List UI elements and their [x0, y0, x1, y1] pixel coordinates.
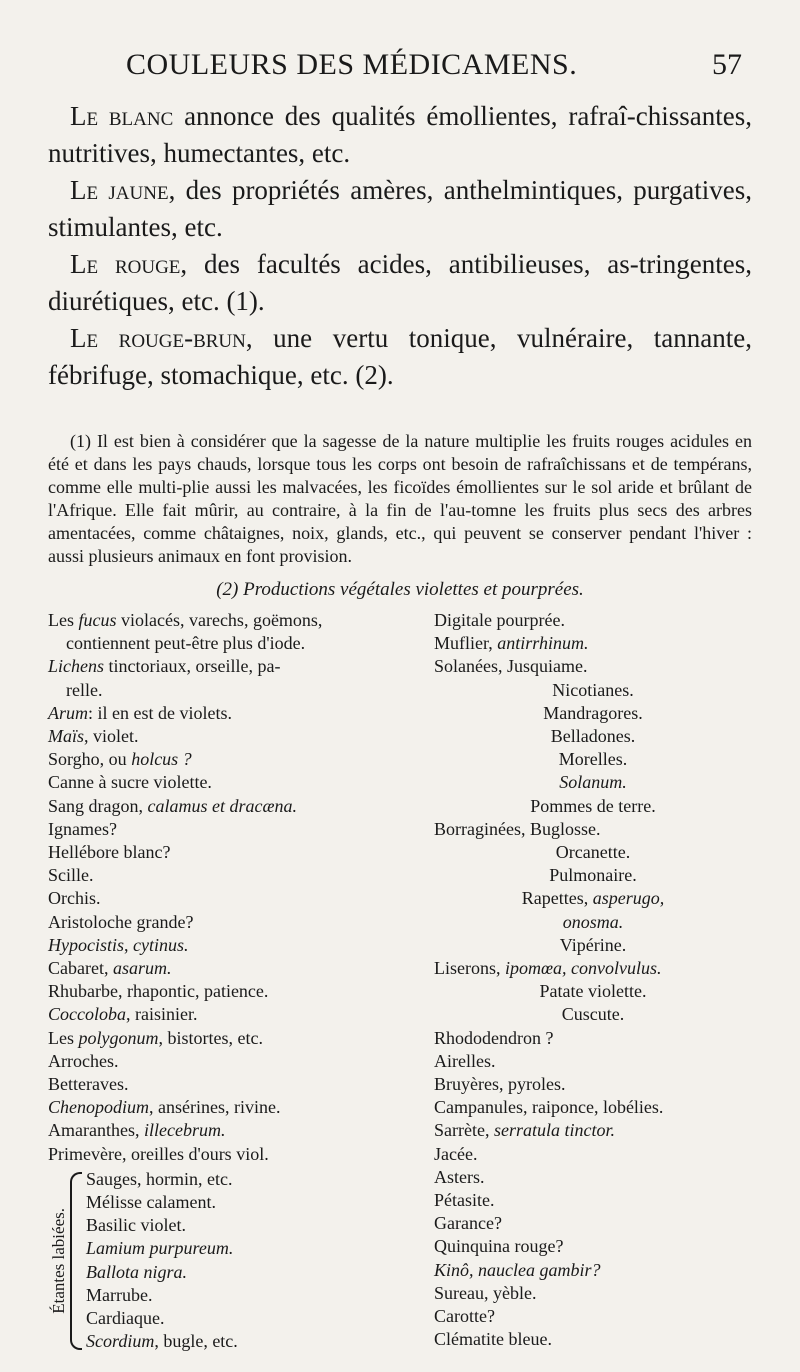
list-item: Rhubarbe, rhapontic, patience. [48, 981, 269, 1002]
list-item: Asters. [434, 1166, 485, 1187]
page-number: 57 [712, 48, 742, 81]
list-item: Liserons, ipomœa, convolvulus. [434, 958, 662, 979]
plant-list [48, 609, 752, 1354]
list-item: Ignames? [48, 818, 117, 839]
brace-icon [70, 1172, 82, 1350]
list-item: Arroches. [48, 1050, 119, 1071]
list-item: Muflier, antirrhinum. [434, 633, 589, 654]
list-item: Aristoloche grande? [48, 911, 194, 932]
list-item: Clématite bleue. [434, 1329, 552, 1350]
list-item: Solanum. [559, 772, 627, 793]
group-label: Étantes labiées. [49, 1207, 69, 1314]
list-item: Coccoloba, raisinier. [48, 1004, 198, 1025]
list-item: Scordium, bugle, etc. [86, 1331, 238, 1352]
list-item: Campanules, raiponce, lobélies. [434, 1097, 664, 1118]
list-item: Hypocistis, cytinus. [48, 934, 189, 955]
list-item: Chenopodium, ansérines, rivine. [48, 1097, 281, 1118]
list-item: Lamium purpureum. [86, 1238, 234, 1259]
paragraph-text: , des propriétés amères, anthelmintiques, purgatives, stimulantes, etc. [48, 175, 752, 242]
list-item: Belladones. [550, 726, 636, 747]
list-item: Basilic violet. [86, 1215, 186, 1236]
plant-list-left-column [48, 609, 428, 1354]
paragraph-text: annonce des qualités émollientes, rafraî-chissantes, nutritives, humectantes, etc. [48, 101, 752, 168]
plant-list-right-column [428, 609, 752, 1354]
list-item: Lichens tinctoriaux, orseille, pa- [48, 656, 281, 677]
page-header [48, 48, 752, 82]
list-item: Jacée. [434, 1143, 478, 1164]
list-item: Les polygonum, bistortes, etc. [48, 1027, 263, 1048]
list-item: Betteraves. [48, 1074, 129, 1095]
lead-term: Le blanc [70, 101, 174, 131]
paragraph-rouge-brun [48, 320, 752, 394]
list-item: Cardiaque. [86, 1308, 165, 1329]
list-item: onosma. [562, 911, 624, 932]
list-item: Pulmonaire. [549, 865, 637, 886]
lead-term: Le jaune [70, 175, 169, 205]
list-item: Cabaret, asarum. [48, 958, 172, 979]
list-item: Mélisse calament. [86, 1192, 216, 1213]
group-items [86, 1168, 420, 1354]
list-item: relle. [66, 679, 103, 700]
main-text [48, 98, 752, 394]
list-item: Hellébore blanc? [48, 842, 171, 863]
list-item: Orcanette. [555, 842, 631, 863]
list-item: Bruyères, pyroles. [434, 1074, 566, 1095]
paragraph-blanc [48, 98, 752, 172]
paragraph-rouge [48, 246, 752, 320]
list-item: Scille. [48, 865, 94, 886]
list-item: Orchis. [48, 888, 101, 909]
list-item: Ballota nigra. [86, 1261, 188, 1282]
list-item: Solanées, Jusquiame. [434, 656, 588, 677]
list-item: Sorgho, ou holcus ? [48, 749, 192, 770]
list-item: Sauges, hormin, etc. [86, 1168, 233, 1189]
list-item: Rapettes, asperugo, [521, 888, 665, 909]
list-item: Canne à sucre violette. [48, 772, 212, 793]
list-item: Sarrète, serratula tinctor. [434, 1120, 615, 1141]
list-item: Airelles. [434, 1050, 496, 1071]
lead-term: Le rouge [70, 249, 181, 279]
list-item: Arum: il en est de violets. [48, 702, 232, 723]
list-item: Rhododendron ? [434, 1027, 554, 1048]
list-item: Les fucus violacés, varechs, goëmons, [48, 610, 323, 630]
running-title: COULEURS DES MÉDICAMENS. [126, 48, 578, 81]
list-item: Marrube. [86, 1284, 153, 1305]
list-item: Patate violette. [539, 981, 647, 1002]
list-item: Garance? [434, 1213, 502, 1234]
list-item: Mandragores. [543, 702, 643, 723]
footnote-2-title: (2) Productions végétales violettes et pourprées. [216, 579, 584, 600]
footnotes [48, 430, 752, 1354]
list-item: Morelles. [558, 749, 628, 770]
list-item: Maïs, violet. [48, 726, 139, 747]
paragraph-text: , une vertu tonique, vulnéraire, tannante, fébrifuge, stomachique, etc. (2). [48, 323, 752, 390]
list-item: Borraginées, Buglosse. [434, 818, 601, 839]
list-item: contiennent peut-être plus d'iode. [66, 633, 306, 654]
list-item: Digitale pourprée. [434, 610, 565, 630]
lead-term: Le rouge-brun [70, 323, 246, 353]
footnote-1: (1) Il est bien à considérer que la sagesse de la nature multiplie les fruits rouges acidules en été et dans les pays chauds, lorsque tous les corps ont besoin de rafraîchissans et de tempérans, comme elle multi-plie aussi les malvacées, les ficoïdes émollientes sur le sol aride et brûlant de l'Afrique. Elle fait mûrir, au contraire, à la fin de l'au-tomne les fruits plus secs des arbres amentacées, comme châtaignes, noix, glands, etc., qui peuvent se conserver pendant l'hiver : aussi plusieurs animaux en font provision. [48, 431, 752, 566]
list-item: Kinô, nauclea gambir? [434, 1259, 601, 1280]
list-item: Sureau, yèble. [434, 1282, 537, 1303]
list-item: Vipérine. [559, 934, 627, 955]
paragraph-text: , des facultés acides, antibilieuses, as-tringentes, diurétiques, etc. (1). [48, 249, 752, 316]
list-item: Pétasite. [434, 1190, 495, 1211]
list-item: Quinquina rouge? [434, 1236, 564, 1257]
paragraph-jaune [48, 172, 752, 246]
list-item: Carotte? [434, 1306, 495, 1327]
list-item: Primevère, oreilles d'ours viol. [48, 1143, 269, 1164]
list-item: Sang dragon, calamus et dracæna. [48, 795, 297, 816]
list-item: Amaranthes, illecebrum. [48, 1120, 226, 1141]
labiees-group [48, 1168, 420, 1354]
list-item: Pommes de terre. [530, 795, 656, 816]
list-item: Nicotianes. [552, 679, 634, 700]
list-item: Cuscute. [561, 1004, 625, 1025]
